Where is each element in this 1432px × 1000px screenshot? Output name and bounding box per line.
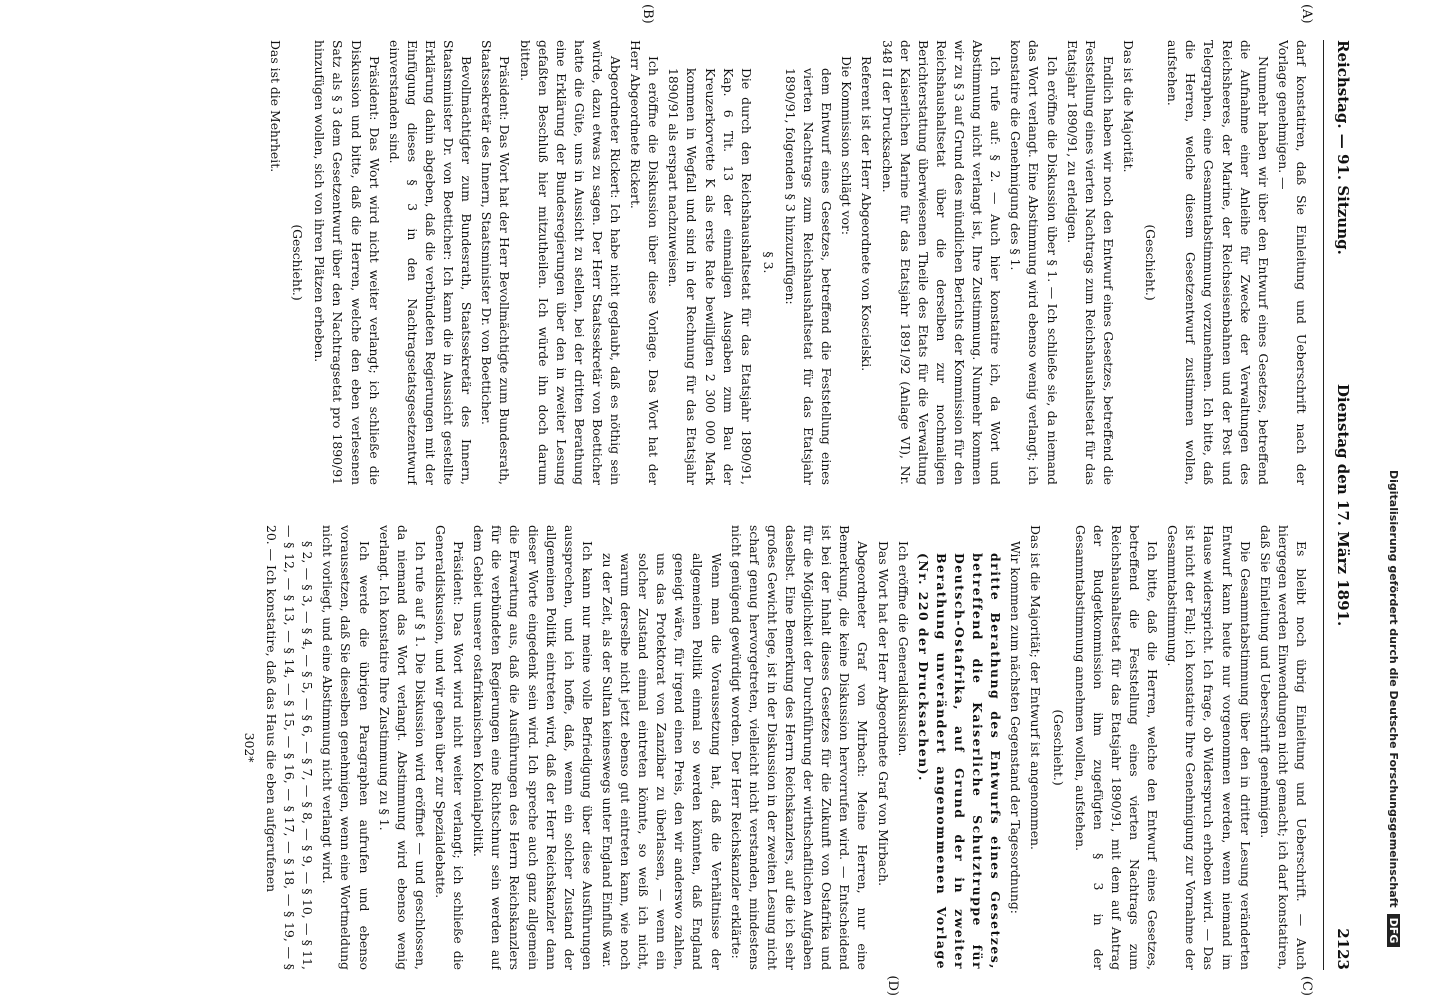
digitization-credit (1387, 470, 1400, 1000)
paragraph: Die Kommission schlägt vor: (839, 56, 855, 236)
speech: Bevollmächtigter zum Bundesrath, Staatssekretär des Innern, Staatsminister Dr. von Boetticher: Ich kann die in Aussicht gestellte Erklärung dahin abgeben, daß die verbündeten Regierungen mit der Einfügung dieses § 3 in den Nachtragsetatsgesetzentwurf einverstanden sind. (386, 40, 475, 485)
paragraph: Das ist die Mehrheit. (268, 40, 284, 173)
paragraph: Die Gesammtabstimmung über den in dritter Lesung veränderten Entwurf kann heute nur vorgenommen werden, wenn niemand im Hause widerspricht. Ich frage, ob Widerspruch erhoben wird. — Das ist nicht der Fall; ich konstatire Ihre Genehmigung zur Vornahme der Gesammtabstimmung. (1165, 525, 1253, 970)
paragraph: Ich eröffne die Diskussion über diese Vorlage. Das Wort hat der Herr Abgeordnete Rickert. (628, 40, 662, 485)
agenda-item: dritte Berathung des Entwurfs eines Gesetzes, betreffend die Kaiserliche Schutztruppe für Deutsch-Ostafrika, auf Grund der in zweiter Berathung unverändert angenommenen Vorlage (Nr. 220 der Drucksachen). (915, 553, 1004, 970)
speech: Ich kann nur meine volle Befriedigung über diese Ausführungen aussprechen, und ich hoffe, daß, wenn ein solcher Zustand der allgemeinen Politik eintreten wird, daß der Herr Reichskanzler dann dieser Worte eingedenk sein wird. Ich spreche auch ganz allgemein die Erwartung aus, daß die Ausführungen des Herrn Reichskanzlers für die verbündeten Regierungen eine Richtschnur sein werden auf dem Gebiet unserer ostafrikanischen Kolonialpolitik. (471, 525, 595, 970)
speech: Präsident: Das Wort wird nicht weiter verlangt; ich schließe die Generaldiskussion, und wir gehen über zur Spezialdebatte. (432, 525, 467, 970)
page-number: 2123 (1334, 928, 1352, 970)
paragraph: Es bleibt noch übrig Einleitung und Ueberschrift. — Auch hiergegen werden Einwendungen nicht gemacht; ich darf konstatiren, daß Sie Einleitung und Ueberschrift genehmigen. (1257, 525, 1309, 970)
quoted-speech: Wenn man die Voraussetzung hat, daß die Verhältnisse der allgemeinen Politik einmal so werden könnten, daß England geneigt wäre, für irgend einen Preis, den wir anderswo zahlen, uns das Protektorat von Zanzibar zu überlassen, — wenn ein solcher Zustand einmal eintreten könnte, so weiß ich nicht, warum derselbe nicht jetzt ebenso gut eintreten kann, wie noch zu der Zeit, als der Sultan keineswegs unter England Einfluß war. (599, 553, 724, 970)
page-header (1323, 40, 1358, 970)
paragraph: Ich werde die übrigen Paragraphen aufrufen und ebenso voraussetzen, daß Sie dieselben genehmigen, wenn eine Wortmeldung nicht vorliegt, und eine Abstimmung nicht verlangt wird. (320, 525, 372, 970)
speech: Präsident: Das Wort hat der Herr Bevollmächtigte zum Bundesrath, Staatssekretär des Innern, Staatsminister Dr. von Boetticher. (479, 40, 513, 485)
margin-marker-b: (B) (640, 4, 655, 24)
speech: Abgeordneter Graf von Mirbach: Meine Herren, nur eine Bemerkung, die keine Diskussion hervorrufen wird. — Entscheidend ist bei der Inhalt dieses Gesetzes für die Zukunft von Ostafrika und für die Möglichkeit der Durchführung der wirthschaftlichen Aufgaben daselbst. Eine Bemerkung des Herrn Reichskanzlers, auf die ich sehr großes Gewicht lege, ist in der Diskussion in der zweiten Lesung nicht scharf genug hervorgetreten, vielleicht nicht verstanden, mindestens nicht genügend gewürdigt worden. Der Herr Reichskanzler erklärte: (728, 525, 871, 970)
margin-marker-d: (D) (885, 975, 900, 996)
right-column (20, 525, 1310, 970)
header-date: Dienstag den 17. März 1891. (1334, 383, 1352, 627)
text-columns (20, 40, 1310, 970)
quoted-proposal: dem Entwurf eines Gesetzes, betreffend die Feststellung eines vierten Nachtrags zum Reichshaushaltsetat für das Etatsjahr 1890/91, folgenden § 3 hinzuzufügen: (783, 68, 835, 485)
margin-marker-c: (C) (1299, 975, 1314, 996)
stage-direction: (Geschieht.) (1143, 224, 1159, 301)
paragraph: Ich rufe auf: § 2. — Auch hier konstatire ich, da Wort und Abstimmung nicht verlangt ist, Ihre Zustimmung. Nunmehr kommen wir zu § 3 auf Grund des mündlichen Berichts der Kommission für den Reichshaushaltsetat über die derselben zur nochmaligen Berichterstattung überwiesenen Theile des Etats für die Verwaltung der Kaiserlichen Marine für das Etatsjahr 1891/92 (Anlage VI), Nr. 348 II der Drucksachen. (879, 40, 1004, 485)
left-column (20, 40, 1310, 485)
paragraph: Das ist die Majorität; der Entwurf ist angenommen. (1028, 525, 1044, 850)
speech: Präsident: Das Wort wird nicht weiter verlangt; ich schließe die Diskussion und bitte, daß die Herren, welche den eben verlesenen Satz als § 3 dem Gesetzentwurf über den Nachtragsetat pro 1890/91 hinzufügen wollen, sich von ihren Plätzen erheben. (312, 40, 382, 485)
paragraph: Ich rufe auf § 1. Die Diskussion wird eröffnet — und geschlossen, da niemand das Wort verlangt. Abstimmung wird ebenso wenig verlangt. Ich konstatire Ihre Zustimmung zu § 1. (376, 525, 428, 970)
paragraph: Ich bitte, daß die Herren, welche den Entwurf eines Gesetzes, betreffend die Feststellung eines vierten Nachtrags zum Reichshaushaltsetat für das Etatsjahr 1890/91, mit dem auf Antrag der Budgetkommission ihm zugefügten § 3 in der Gesammtabstimmung annehmen wollen, aufstehen. (1072, 525, 1161, 970)
stage-direction: (Geschieht.) (1050, 709, 1066, 786)
quoted-section: Die durch den Reichshaushaltsetat für das Etatsjahr 1890/91, Kap. 6 Tit. 13 der einmaligen Ausgaben zum Bau der Kreuzerkorvette K als erste Rate bewilligten 2 300 000 Mark kommen in Wegfall und sind in der Rechnung für das Etatsjahr 1890/91 als erspart nachzuweisen. (666, 68, 754, 485)
margin-marker-a: (A) (1299, 4, 1314, 24)
paragraph: Nunmehr haben wir über den Entwurf eines Gesetzes, betreffend die Aufnahme einer Anleihe für Zwecke der Verwaltungen des Reichsheeres, der Marine, der Reichseisenbahnen und der Post und Telegraphen, eine Gesammtabstimmung vorzunehmen. Ich bitte, daß die Herren, welche diesem Gesetzentwurf zustimmen wollen, aufstehen. (1165, 40, 1271, 485)
speech: Abgeordneter Rickert: Ich habe nicht geglaubt, daß es nöthig sein würde, dazu etwas zu sagen. Der Herr Staatssekretär von Boetticher hatte die Güte, uns in Aussicht zu stellen, bei der dritten Berathung eine Erklärung der Bundesregierungen über den in zweiter Lesung gefaßten Beschluß hier mitzutheilen. Ich würde ihn doch darum bitten. (517, 40, 624, 485)
paragraph: Endlich haben wir noch den Entwurf eines Gesetzes, betreffend die Feststellung eines vierten Nachtrags zum Reichshaushaltsetat für das Etatsjahr 1890/91, zu erledigen. (1064, 40, 1116, 485)
stage-direction: (Geschieht.) (290, 224, 306, 301)
signature-mark: 302* (241, 732, 257, 763)
credit-text: Digitalisierung gefördert durch die Deutsche Forschungsgemeinschaft (1387, 470, 1400, 908)
paragraph: darf konstatiren, daß Sie Einleitung und Ueberschrift nach der Vorlage genehmigen. — (1275, 40, 1309, 485)
paragraph: Das ist die Majorität. (1121, 40, 1137, 173)
section-heading: § 3. (760, 251, 776, 274)
dfg-logo: DFG (1387, 914, 1400, 948)
paragraph: Ich eröffne die Generaldiskussion. (895, 541, 911, 757)
paragraph: Ich eröffne die Diskussion über § 1. — Ich schließe sie, da niemand das Wort verlangt. Eine Abstimmung wird ebenso wenig verlangt; ich konstatire die Genehmigung des § 1. (1008, 40, 1060, 485)
header-left: Reichstag. — 91. Sitzung. (1334, 40, 1352, 255)
paragraph: Das Wort hat der Herr Abgeordnete Graf von Mirbach. (875, 541, 891, 887)
paragraph: Wir kommen zum nächsten Gegenstand der Tagesordnung: (1008, 541, 1024, 914)
paragraph: Referent ist der Herr Abgeordnete von Koscielski. (859, 56, 875, 372)
paragraph: § 2, — § 3, — § 4, — § 5, — § 6, — § 7, — § 8, — § 9, — § 10, — § 11, — § 12, — § 13, — § 14, — § 15, — § 16, — § 17, — § 18, — § 19, — § 20. — Ich konstatire, daß das Haus die eben aufgerufenen (263, 525, 316, 970)
